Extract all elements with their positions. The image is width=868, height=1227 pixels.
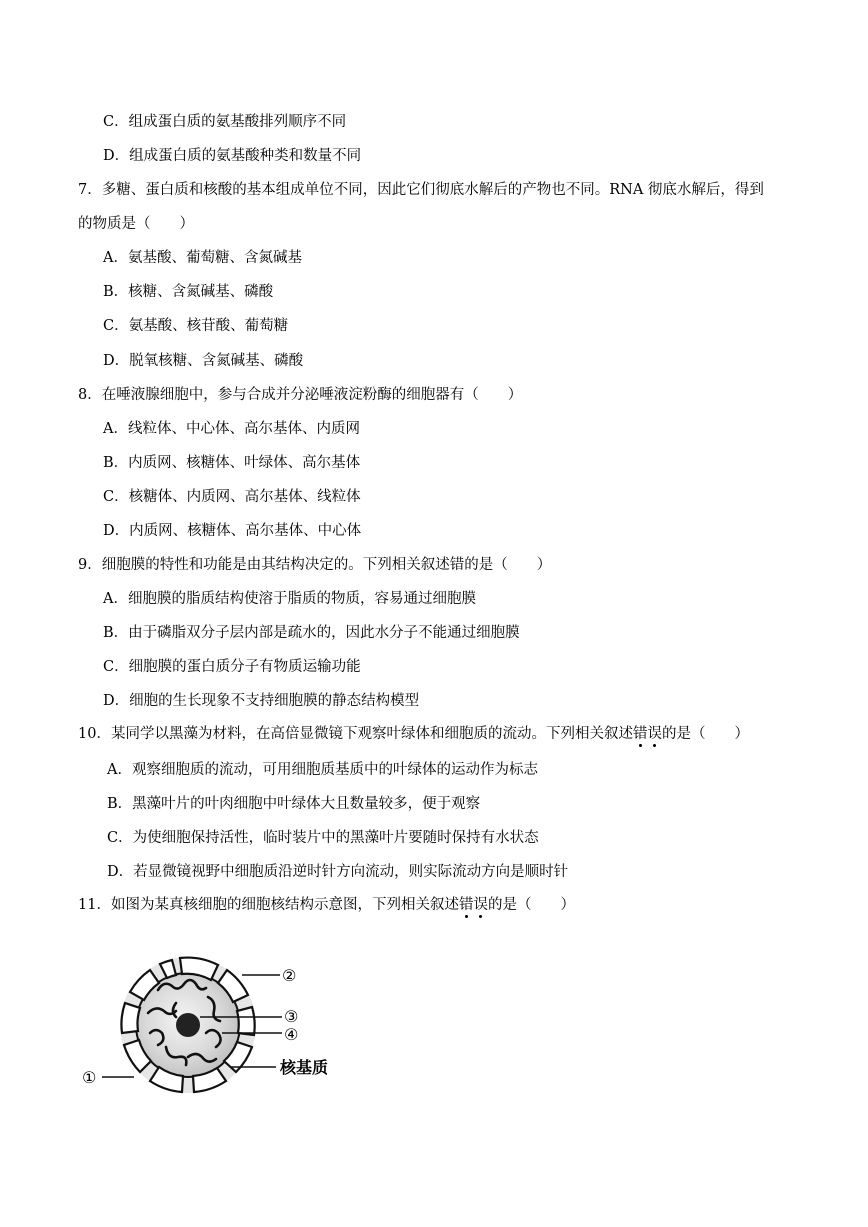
question-9-option-c: C．细胞膜的蛋白质分子有物质运输功能 <box>103 659 361 675</box>
emphasis-char: 错 <box>458 897 474 913</box>
label-4: ④ <box>284 1025 299 1044</box>
emphasis-char: 误 <box>647 726 662 742</box>
label-nuclear-matrix: 核基质 <box>280 1058 329 1077</box>
question-9-option-b: B．由于磷脂双分子层内部是疏水的，因此水分子不能通过细胞膜 <box>103 625 520 641</box>
question-10-stem <box>78 724 749 744</box>
label-3: ③ <box>284 1007 299 1026</box>
question-11-stem-text: 11．如图为某真核细胞的细胞核结构示意图，下列相关叙述 <box>78 897 459 913</box>
question-11-stem-end: 的是（ ） <box>487 897 575 913</box>
question-8-option-d: D．内质网、核糖体、高尔基体、中心体 <box>103 523 362 539</box>
nucleus-structure-diagram <box>80 945 360 1110</box>
question-9-option-d: D．细胞的生长现象不支持细胞膜的静态结构模型 <box>103 693 420 709</box>
question-7-stem-line2: 的物质是（ ） <box>78 216 194 232</box>
question-9-option-a: A．细胞膜的脂质结构使溶于脂质的物质，容易通过细胞膜 <box>103 591 476 607</box>
question-10-option-c: C．为使细胞保持活性，临时装片中的黑藻叶片要随时保持有水状态 <box>107 830 539 846</box>
nucleolus <box>176 1013 200 1037</box>
label-2: ② <box>282 966 297 985</box>
question-7-option-d: D．脱氧核糖、含氮碱基、磷酸 <box>103 353 304 369</box>
question-10-stem-text: 10．某同学以黑藻为材料，在高倍显微镜下观察叶绿体和细胞质的流动。下列相关叙述 <box>78 726 633 742</box>
question-10-option-a: A．观察细胞质的流动，可用细胞质基质中的叶绿体的运动作为标志 <box>107 762 538 778</box>
question-8-stem: 8．在唾液腺细胞中，参与合成并分泌唾液淀粉酶的细胞器有（ ） <box>78 387 523 403</box>
question-7-option-b: B．核糖、含氮碱基、磷酸 <box>103 284 274 300</box>
question-8-option-c: C．核糖体、内质网、高尔基体、线粒体 <box>103 489 361 505</box>
question-7-stem-line1: 7．多糖、蛋白质和核酸的基本组成单位不同，因此它们彻底水解后的产物也不同。RNA 彻底水解后，得到 <box>78 182 764 198</box>
emphasis-char: 错 <box>632 726 648 742</box>
question-10-option-b: B．黑藻叶片的叶肉细胞中叶绿体大且数量较多，便于观察 <box>107 796 481 812</box>
question-10-stem-end: 的是（ ） <box>661 726 749 742</box>
question-8-option-a: A．线粒体、中心体、高尔基体、内质网 <box>103 421 360 437</box>
option-d-prev: D．组成蛋白质的氨基酸种类和数量不同 <box>103 148 362 164</box>
question-10-option-d: D．若显微镜视野中细胞质沿逆时针方向流动，则实际流动方向是顺时针 <box>107 864 569 880</box>
emphasis-char: 误 <box>473 897 488 913</box>
question-7-option-a: A．氨基酸、葡萄糖、含氮碱基 <box>103 250 302 266</box>
question-7-option-c: C．氨基酸、核苷酸、葡萄糖 <box>103 318 289 334</box>
question-8-option-b: B．内质网、核糖体、叶绿体、高尔基体 <box>103 455 361 471</box>
option-c-prev: C．组成蛋白质的氨基酸排列顺序不同 <box>103 114 347 130</box>
label-1: ① <box>82 1068 97 1087</box>
question-11-stem <box>78 895 575 915</box>
question-9-stem: 9．细胞膜的特性和功能是由其结构决定的。下列相关叙述错的是（ ） <box>78 557 552 573</box>
